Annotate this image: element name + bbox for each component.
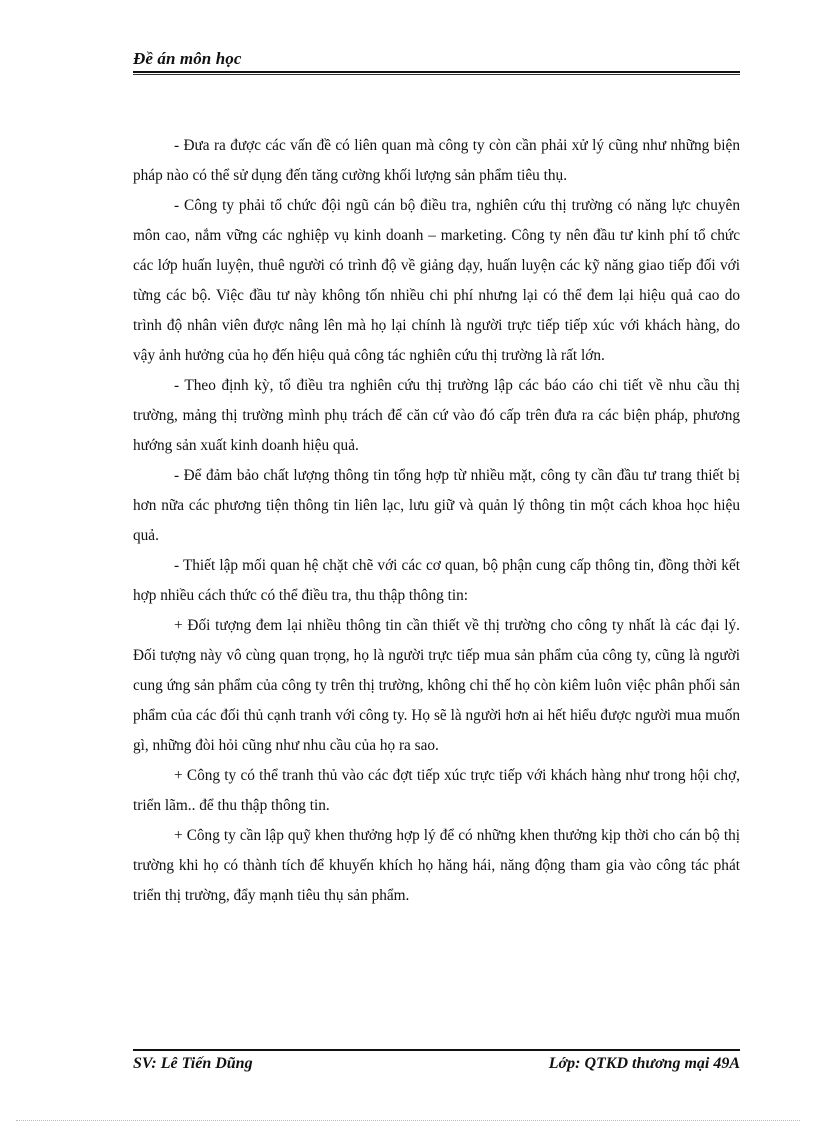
document-body — [133, 131, 740, 911]
paragraph: - Theo định kỳ, tổ điều tra nghiên cứu thị trường lập các báo cáo chi tiết về nhu cầu thị trường, mảng thị trường mình phụ trách để căn cứ vào đó cấp trên đưa ra các biện pháp, phương hướng sản xuất kinh doanh hiệu quả. — [133, 377, 740, 454]
header-rule-thin — [133, 74, 740, 75]
page-boundary — [16, 1120, 800, 1121]
header-rule — [133, 71, 740, 73]
footer-class: Lớp: QTKD thương mại 49A — [548, 1055, 740, 1072]
paragraph: - Để đảm bảo chất lượng thông tin tổng hợp từ nhiều mặt, công ty cần đầu tư trang thiết bị hơn nữa các phương tiện thông tin liên lạc, lưu giữ và quản lý thông tin một cách khoa học hiệu quả. — [133, 467, 740, 544]
paragraph: + Công ty cần lập quỹ khen thưởng hợp lý để có những khen thưởng kịp thời cho cán bộ thị trường khi họ có thành tích để khuyến khích họ hăng hái, năng động tham gia vào công tác phát triển thị trường, đẩy mạnh tiêu thụ sản phẩm. — [133, 827, 740, 904]
header-title: Đề án môn học — [133, 49, 242, 68]
paragraph: + Công ty có thể tranh thủ vào các đợt tiếp xúc trực tiếp với khách hàng như trong hội chợ, triển lãm.. để thu thập thông tin. — [133, 767, 740, 814]
paragraph: - Đưa ra được các vấn đề có liên quan mà công ty còn cần phải xử lý cũng như những biện pháp nào có thể sử dụng đến tăng cường khối lượng sản phẩm tiêu thụ. — [133, 137, 740, 184]
paragraph: + Đối tượng đem lại nhiều thông tin cần thiết về thị trường cho công ty nhất là các đại lý. Đối tượng này vô cùng quan trọng, họ là người trực tiếp mua sản phẩm của công ty, cũng là người cung ứng sản phẩm của công ty trên thị trường, không chỉ thế họ còn kiêm luôn việc phân phối sản phẩm của các đối thủ cạnh tranh với công ty. Họ sẽ là người hơn ai hết hiểu được người mua muốn gì, những đòi hỏi cũng như nhu cầu của họ ra sao. — [133, 617, 740, 754]
paragraph: - Công ty phải tổ chức đội ngũ cán bộ điều tra, nghiên cứu thị trường có năng lực chuyên môn cao, nắm vững các nghiệp vụ kinh doanh – marketing. Công ty nên đầu tư kinh phí tổ chức các lớp huấn luyện, thuê người có trình độ về giảng dạy, huấn luyện các kỹ năng giao tiếp đối với từng các bộ. Việc đầu tư này không tốn nhiều chi phí nhưng lại có thể đem lại hiệu quả cao do trình độ nhân viên được nâng lên mà họ lại chính là người trực tiếp tiếp xúc với khách hàng, do vậy ảnh hưởng của họ đến hiệu quả công tác nghiên cứu thị trường là rất lớn. — [133, 197, 740, 364]
footer-rule — [133, 1049, 740, 1051]
paragraph: - Thiết lập mối quan hệ chặt chẽ với các cơ quan, bộ phận cung cấp thông tin, đồng thời kết hợp nhiều cách thức có thể điều tra, thu thập thông tin: — [133, 557, 740, 604]
footer-student-name: SV: Lê Tiến Dũng — [133, 1055, 253, 1072]
